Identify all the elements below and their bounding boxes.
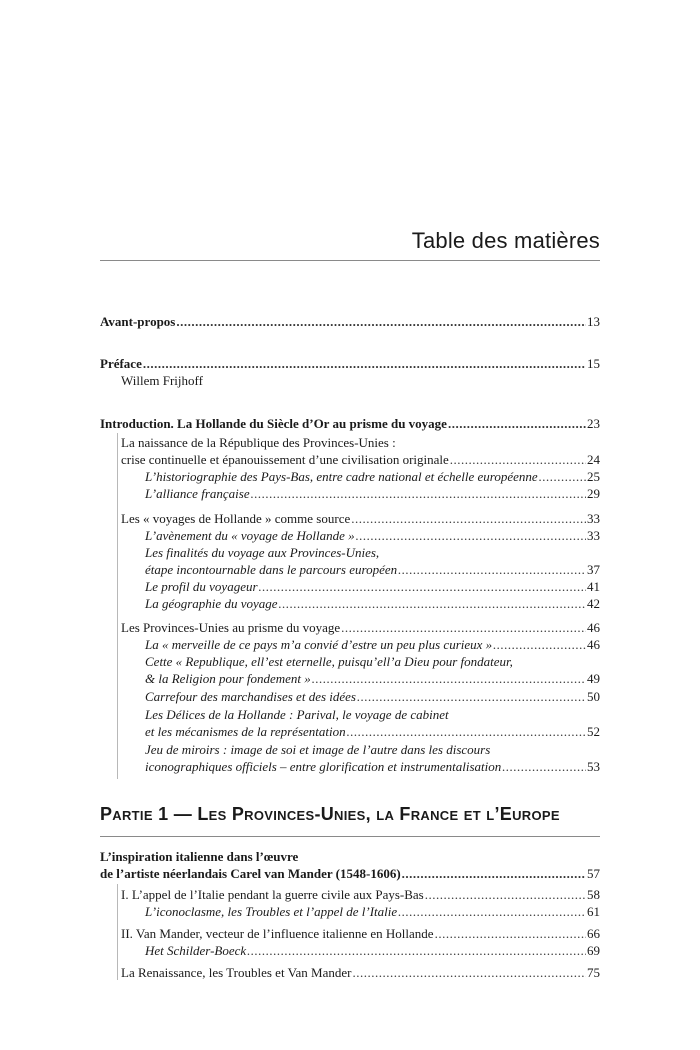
toc-entry-title: La géographie du voyage — [145, 596, 278, 611]
toc-page-number: 15 — [587, 356, 600, 371]
toc-entry-preface[interactable] — [100, 355, 600, 389]
toc-entry-section[interactable] — [100, 619, 600, 636]
toc-entry-title: L’historiographie des Pays-Bas, entre cadre national et échelle européenne — [145, 469, 538, 484]
toc-page-number: 37 — [587, 562, 600, 577]
toc-entry-subsection[interactable] — [100, 544, 600, 578]
toc-entry-title-cont: crise continuelle et épanouissement d’une civilisation originale — [121, 452, 449, 467]
toc-page-number: 25 — [587, 469, 600, 484]
toc-entry-title: L’inspiration italienne dans l’œuvre — [100, 849, 299, 864]
toc-entry-author: Willem Frijhoff — [121, 373, 203, 388]
toc-entry-subsection[interactable] — [100, 468, 600, 485]
toc-entry-title: Introduction. La Hollande du Siècle d’Or au prisme du voyage — [100, 416, 447, 431]
toc-entry-section[interactable] — [100, 886, 600, 903]
toc-entry-subsection[interactable] — [100, 653, 600, 687]
toc-entry-title-cont: et les mécanismes de la représentation — [145, 724, 346, 739]
toc-page-number: 75 — [587, 965, 600, 980]
toc-entry-avant-propos[interactable] — [100, 313, 600, 330]
dot-leader — [259, 578, 586, 595]
toc-entry-subsection[interactable] — [100, 706, 600, 740]
toc-page-number: 42 — [587, 596, 600, 611]
toc-page-number: 57 — [587, 866, 600, 881]
toc-entry-title-cont: & la Religion pour fondement » — [145, 671, 311, 686]
dot-leader — [398, 561, 586, 578]
toc-entry-title-cont: étape incontournable dans le parcours européen — [145, 562, 398, 577]
toc-entry-subsection[interactable] — [100, 903, 600, 920]
dot-leader — [357, 688, 586, 705]
toc-page-number: 52 — [587, 724, 600, 739]
toc-entry-subsection[interactable] — [100, 942, 600, 959]
toc-entry-title: Het Schilder-Boeck — [145, 943, 247, 958]
toc-page-number: 69 — [587, 943, 600, 958]
toc-entry-title: Préface — [100, 356, 142, 371]
dot-leader — [279, 595, 586, 612]
dot-leader — [539, 468, 586, 485]
toc-entry-subsection[interactable] — [100, 595, 600, 612]
toc-entry-title: Carrefour des marchandises et des idées — [145, 689, 356, 704]
title-divider — [100, 260, 600, 261]
toc-entry-title: L’avènement du « voyage de Hollande » — [145, 528, 355, 543]
toc-page-number: 66 — [587, 926, 600, 941]
toc-entry-title: Cette « Republique, ell’est eternelle, puisqu’ell’a Dieu pour fondateur, — [145, 654, 513, 669]
dot-leader — [347, 723, 586, 740]
dot-leader — [402, 865, 586, 882]
part-divider — [100, 836, 600, 837]
toc-entry-title: La « merveille de ce pays m’a convié d’estre un peu plus curieux » — [145, 637, 493, 652]
toc-entry-section[interactable] — [100, 964, 600, 981]
toc-page-number: 23 — [587, 416, 600, 431]
dot-leader — [247, 942, 586, 959]
toc-entry-title: Avant-propos — [100, 314, 176, 329]
dot-leader — [502, 758, 586, 775]
toc-entry-subsection[interactable] — [100, 636, 600, 653]
toc-entry-title: Les Délices de la Hollande : Parival, le voyage de cabinet — [145, 707, 449, 722]
toc-entry-title-cont: de l’artiste néerlandais Carel van Mander (1548-1606) — [100, 866, 401, 881]
toc-page-number: 53 — [587, 759, 600, 774]
dot-leader — [143, 355, 586, 372]
toc-entry-title: La naissance de la République des Provinces-Unies : — [121, 435, 396, 450]
toc-entry-title: L’alliance française — [145, 486, 250, 501]
toc-entry-title: Les finalités du voyage aux Provinces-Unies, — [145, 545, 380, 560]
dot-leader — [356, 527, 586, 544]
toc-entry-introduction[interactable] — [100, 415, 600, 432]
toc-entry-title: I. L’appel de l’Italie pendant la guerre civile aux Pays-Bas — [121, 887, 424, 902]
toc-page-number: 33 — [587, 511, 600, 526]
dot-leader — [312, 670, 586, 687]
dot-leader — [425, 886, 586, 903]
toc-entry-title: L’iconoclasme, les Troubles et l’appel de l’Italie — [145, 904, 398, 919]
dot-leader — [176, 313, 586, 330]
dot-leader — [341, 619, 586, 636]
toc-entry-section[interactable] — [100, 434, 600, 468]
toc-entry-title-cont: iconographiques officiels – entre glorification et instrumentalisation — [145, 759, 502, 774]
toc-entry-chapter[interactable] — [100, 848, 600, 882]
toc-page-number: 29 — [587, 486, 600, 501]
dot-leader — [448, 415, 586, 432]
toc-page-number: 41 — [587, 579, 600, 594]
toc-entry-title: La Renaissance, les Troubles et Van Mander — [121, 965, 352, 980]
toc-entry-subsection[interactable] — [100, 485, 600, 502]
toc-entry-title: Les « voyages de Hollande » comme source — [121, 511, 351, 526]
dot-leader — [351, 510, 586, 527]
dot-leader — [352, 964, 586, 981]
toc-entry-subsection[interactable] — [100, 688, 600, 705]
toc-entry-title: Le profil du voyageur — [145, 579, 258, 594]
toc-entry-title: Jeu de miroirs : image de soi et image de l’autre dans les discours — [145, 742, 491, 757]
toc-page-number: 13 — [587, 314, 600, 329]
toc-page-number: 61 — [587, 904, 600, 919]
toc-entry-section[interactable] — [100, 925, 600, 942]
dot-leader — [493, 636, 586, 653]
dot-leader — [435, 925, 586, 942]
toc-entry-subsection[interactable] — [100, 578, 600, 595]
toc-entry-section[interactable] — [100, 510, 600, 527]
toc-entry-subsection[interactable] — [100, 527, 600, 544]
toc-page-number: 24 — [587, 452, 600, 467]
dot-leader — [398, 903, 586, 920]
toc-page-number: 50 — [587, 689, 600, 704]
toc-page-number: 46 — [587, 637, 600, 652]
page-title: Table des matières — [411, 228, 600, 253]
toc-page-number: 58 — [587, 887, 600, 902]
toc-entry-title: II. Van Mander, vecteur de l’influence italienne en Hollande — [121, 926, 434, 941]
toc-entry-title: Les Provinces-Unies au prisme du voyage — [121, 620, 341, 635]
toc-page-number: 46 — [587, 620, 600, 635]
toc-entry-subsection[interactable] — [100, 741, 600, 775]
part-heading: Partie 1 — Les Provinces-Unies, la France et l’Europe — [100, 804, 560, 824]
dot-leader — [251, 485, 586, 502]
toc-page-number: 33 — [587, 528, 600, 543]
dot-leader — [450, 451, 586, 468]
toc-page-number: 49 — [587, 671, 600, 686]
